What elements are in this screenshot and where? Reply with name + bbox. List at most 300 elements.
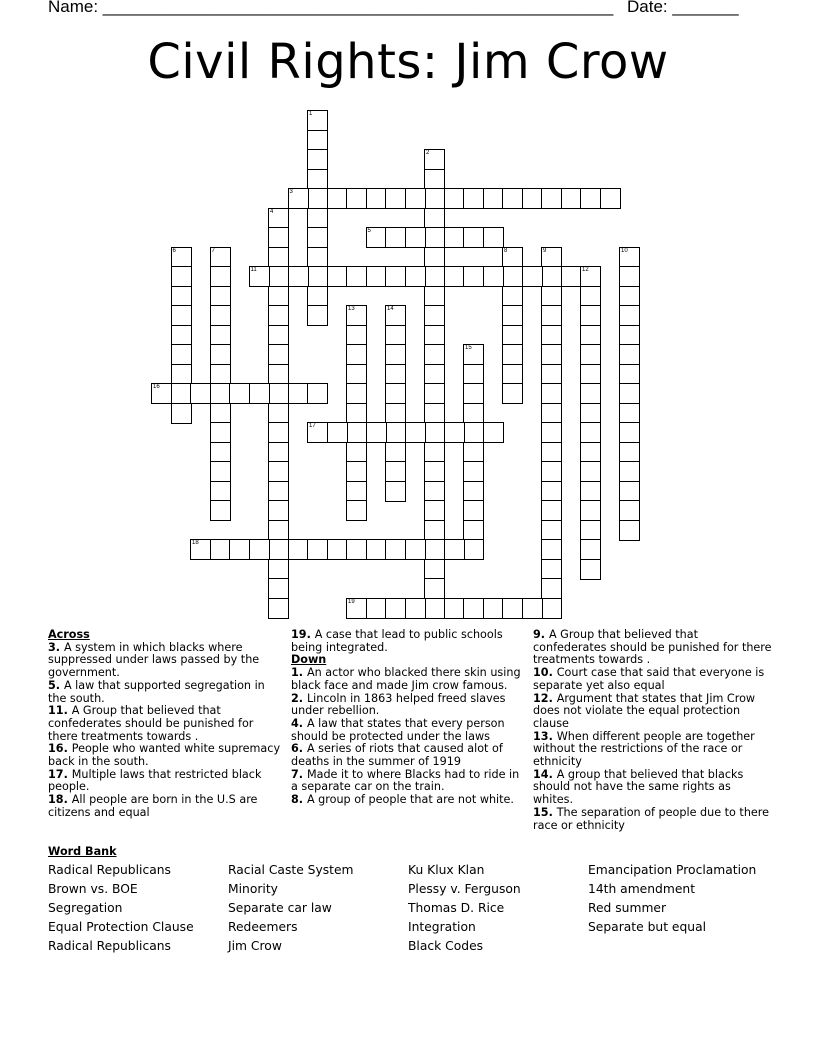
crossword-cell bbox=[171, 266, 192, 287]
crossword-cell bbox=[502, 598, 523, 619]
name-field: Name: ______________________________________________________ bbox=[48, 0, 614, 16]
crossword-cell bbox=[463, 598, 484, 619]
crossword-cell bbox=[307, 383, 328, 404]
clue-text: All people are born in the U.S are citizens and equal bbox=[48, 793, 258, 819]
crossword-cell bbox=[522, 598, 543, 619]
crossword-cell bbox=[444, 539, 465, 560]
crossword-cell bbox=[541, 559, 562, 580]
clue-text: A law that states that every person should be protected under the laws bbox=[291, 716, 505, 743]
crossword-cell bbox=[463, 403, 484, 424]
clue-text: People who wanted white supremacy back in the south. bbox=[48, 742, 281, 769]
crossword-cell bbox=[385, 266, 406, 287]
crossword-cell bbox=[327, 266, 348, 287]
crossword-cell bbox=[483, 188, 504, 209]
clue-number: 13. bbox=[533, 729, 557, 743]
crossword-cell bbox=[463, 539, 484, 560]
clue-number: 16. bbox=[48, 742, 72, 756]
crossword-cell bbox=[171, 305, 192, 326]
crossword-cell bbox=[619, 266, 640, 287]
clue-number: 6 bbox=[172, 247, 176, 254]
word-bank-item: Integration bbox=[408, 920, 476, 934]
clue-item bbox=[291, 667, 527, 692]
crossword-cell bbox=[307, 130, 328, 151]
crossword-cell bbox=[346, 305, 367, 326]
crossword-cell bbox=[268, 578, 289, 599]
crossword-cell bbox=[424, 481, 445, 502]
crossword-cell bbox=[424, 149, 445, 170]
crossword-cell bbox=[307, 110, 328, 131]
crossword-cell bbox=[268, 227, 289, 248]
crossword-cell bbox=[307, 247, 328, 268]
clue-number: 11. bbox=[48, 704, 72, 718]
crossword-cell bbox=[307, 227, 328, 248]
word-bank-item: Thomas D. Rice bbox=[408, 901, 505, 915]
clue-text: The separation of people due to there race or ethnicity bbox=[533, 805, 770, 832]
crossword-cell bbox=[424, 305, 445, 326]
crossword-cell bbox=[541, 422, 562, 443]
crossword-cell bbox=[619, 247, 640, 268]
crossword-cell bbox=[502, 266, 523, 287]
clue-number: 7. bbox=[291, 767, 307, 781]
crossword-cell bbox=[580, 305, 601, 326]
crossword-cell bbox=[541, 344, 562, 365]
clue-number: 10. bbox=[533, 666, 557, 680]
word-bank-item: Redeemers bbox=[228, 920, 298, 934]
crossword-cell bbox=[385, 383, 406, 404]
crossword-cell bbox=[171, 403, 192, 424]
clue-number: 18 bbox=[192, 540, 199, 546]
crossword-cell bbox=[444, 227, 465, 248]
crossword-cell bbox=[619, 481, 640, 502]
crossword-cell bbox=[385, 461, 406, 482]
crossword-cell bbox=[619, 305, 640, 326]
word-bank-column bbox=[228, 861, 354, 956]
crossword-cell bbox=[268, 266, 289, 287]
crossword-cell bbox=[210, 364, 231, 385]
crossword-cell bbox=[190, 539, 211, 560]
clue-number: 12 bbox=[582, 267, 589, 273]
crossword-cell bbox=[463, 500, 484, 521]
crossword-cell bbox=[210, 481, 231, 502]
crossword-cell bbox=[463, 266, 484, 287]
clue-text: When different people are together without the restrictions of the race or ethnicity bbox=[533, 729, 755, 769]
crossword-cell bbox=[424, 325, 445, 346]
clue-number: 7 bbox=[211, 247, 215, 254]
crossword-cell bbox=[171, 325, 192, 346]
crossword-cell bbox=[151, 383, 172, 404]
crossword-cell bbox=[463, 442, 484, 463]
clue-number: 16 bbox=[153, 384, 160, 390]
crossword-cell bbox=[288, 383, 309, 404]
across-heading: Across bbox=[48, 628, 90, 641]
crossword-cell bbox=[385, 325, 406, 346]
clue-number: 2. bbox=[291, 691, 307, 705]
crossword-cell bbox=[171, 364, 192, 385]
crossword-cell bbox=[424, 422, 445, 443]
crossword-cell bbox=[424, 578, 445, 599]
crossword-cell bbox=[502, 247, 523, 268]
crossword-cell bbox=[268, 305, 289, 326]
crossword-cell bbox=[424, 227, 445, 248]
crossword-cell bbox=[385, 364, 406, 385]
crossword-cell bbox=[580, 481, 601, 502]
clue-item bbox=[533, 807, 773, 832]
clue-item bbox=[291, 769, 527, 794]
crossword-cell bbox=[327, 539, 348, 560]
clue-number: 1. bbox=[291, 666, 307, 680]
crossword-cell bbox=[502, 286, 523, 307]
clue-number: 8. bbox=[291, 793, 307, 807]
clue-text: Argument that states that Jim Crow does not violate the equal protection clause bbox=[533, 691, 756, 730]
crossword-cell bbox=[463, 461, 484, 482]
crossword-cell bbox=[268, 247, 289, 268]
clue-number: 19 bbox=[348, 598, 355, 605]
word-bank-item: Emancipation Proclamation bbox=[588, 863, 757, 877]
clue-item bbox=[533, 667, 773, 692]
crossword-cell bbox=[541, 520, 562, 541]
crossword-cell bbox=[385, 344, 406, 365]
crossword-cell bbox=[268, 461, 289, 482]
crossword-cell bbox=[405, 266, 426, 287]
crossword-cell bbox=[346, 266, 367, 287]
crossword-cell bbox=[580, 403, 601, 424]
clue-text: Court case that said that everyone is separate yet also equal bbox=[533, 666, 765, 692]
clue-number: 15 bbox=[465, 345, 472, 351]
crossword-cell bbox=[541, 266, 562, 287]
word-bank-item: Radical Republicans bbox=[48, 939, 171, 953]
crossword-cell bbox=[405, 539, 426, 560]
crossword-cell bbox=[541, 286, 562, 307]
crossword-cell bbox=[268, 325, 289, 346]
word-bank-column bbox=[588, 861, 756, 937]
crossword-cell bbox=[463, 520, 484, 541]
clue-number: 8 bbox=[504, 247, 508, 254]
crossword-cell bbox=[405, 227, 426, 248]
crossword-cell bbox=[502, 188, 523, 209]
crossword-cell bbox=[210, 325, 231, 346]
clue-item bbox=[291, 794, 527, 807]
crossword-cell bbox=[288, 539, 309, 560]
crossword-cell bbox=[619, 500, 640, 521]
crossword-cell bbox=[541, 247, 562, 268]
crossword-cell bbox=[619, 403, 640, 424]
crossword-cell bbox=[483, 598, 504, 619]
clue-item bbox=[48, 680, 284, 705]
crossword-cell bbox=[268, 598, 289, 619]
clue-number: 2 bbox=[426, 150, 430, 156]
crossword-cell bbox=[541, 598, 562, 619]
crossword-cell bbox=[619, 364, 640, 385]
crossword-cell bbox=[541, 305, 562, 326]
crossword-cell bbox=[424, 500, 445, 521]
crossword-cell bbox=[619, 344, 640, 365]
crossword-cell bbox=[346, 598, 367, 619]
crossword-cell bbox=[249, 383, 270, 404]
crossword-cell bbox=[171, 344, 192, 365]
crossword-cell bbox=[600, 188, 621, 209]
crossword-cell bbox=[346, 422, 367, 443]
clue-number: 11 bbox=[250, 267, 257, 273]
crossword-cell bbox=[424, 344, 445, 365]
crossword-cell bbox=[385, 481, 406, 502]
crossword-cell bbox=[483, 227, 504, 248]
crossword-cell bbox=[268, 481, 289, 502]
crossword-cell bbox=[424, 461, 445, 482]
word-bank-item: Plessy v. Ferguson bbox=[408, 882, 521, 896]
crossword-cell bbox=[229, 539, 250, 560]
crossword-cell bbox=[346, 364, 367, 385]
crossword-cell bbox=[210, 500, 231, 521]
clue-item bbox=[291, 693, 527, 718]
crossword-cell bbox=[502, 325, 523, 346]
clue-number: 19. bbox=[291, 628, 315, 641]
crossword-cell bbox=[619, 383, 640, 404]
crossword-cell bbox=[541, 442, 562, 463]
crossword-cell bbox=[463, 188, 484, 209]
crossword-cell bbox=[424, 520, 445, 541]
crossword-cell bbox=[522, 266, 543, 287]
crossword-cell bbox=[210, 305, 231, 326]
clues-column-2 bbox=[291, 629, 527, 807]
crossword-cell bbox=[502, 364, 523, 385]
clues-column-1 bbox=[48, 629, 284, 820]
clue-item bbox=[533, 731, 773, 769]
crossword-cell bbox=[619, 422, 640, 443]
clue-number: 3 bbox=[289, 189, 293, 195]
crossword-cell bbox=[385, 422, 406, 443]
crossword-cell bbox=[619, 461, 640, 482]
clue-number: 4 bbox=[270, 208, 274, 215]
crossword-cell bbox=[346, 325, 367, 346]
clue-number: 14. bbox=[533, 767, 557, 781]
clue-number: 12. bbox=[533, 691, 557, 705]
crossword-cell bbox=[307, 266, 328, 287]
crossword-cell bbox=[541, 481, 562, 502]
crossword-cell bbox=[580, 325, 601, 346]
crossword-cell bbox=[580, 286, 601, 307]
crossword-cell bbox=[502, 383, 523, 404]
word-bank-item: Separate car law bbox=[228, 901, 332, 915]
crossword-cell bbox=[307, 286, 328, 307]
word-bank-item: Minority bbox=[228, 882, 278, 896]
clue-number: 14 bbox=[387, 306, 394, 312]
word-bank-item: Jim Crow bbox=[228, 939, 282, 953]
crossword-cell bbox=[229, 383, 250, 404]
crossword-cell bbox=[346, 461, 367, 482]
clue-number: 5. bbox=[48, 678, 64, 692]
crossword-cell bbox=[210, 539, 231, 560]
crossword-cell bbox=[541, 403, 562, 424]
clue-text: Lincoln in 1863 helped freed slaves under rebellion. bbox=[291, 691, 506, 718]
crossword-cell bbox=[424, 442, 445, 463]
crossword-cell bbox=[580, 539, 601, 560]
crossword-cell bbox=[424, 559, 445, 580]
crossword-cell bbox=[541, 500, 562, 521]
word-bank-column bbox=[48, 861, 194, 956]
crossword-cell bbox=[541, 539, 562, 560]
crossword-cell bbox=[346, 383, 367, 404]
crossword-cell bbox=[424, 169, 445, 190]
crossword-cell bbox=[541, 325, 562, 346]
crossword-cell bbox=[268, 422, 289, 443]
crossword-cell bbox=[619, 286, 640, 307]
clue-text: An actor who blacked there skin using black face and made Jim crow famous. bbox=[291, 666, 521, 692]
crossword-cell bbox=[346, 188, 367, 209]
crossword-cell bbox=[463, 422, 484, 443]
clue-text: A Group that believed that confederates should be punished for there treatments towards . bbox=[533, 628, 772, 667]
crossword-cell bbox=[580, 344, 601, 365]
crossword-cell bbox=[307, 305, 328, 326]
clues-column-3 bbox=[533, 629, 773, 832]
crossword-cell bbox=[580, 266, 601, 287]
crossword-cell bbox=[171, 383, 192, 404]
crossword-cell bbox=[249, 266, 270, 287]
crossword-cell bbox=[541, 364, 562, 385]
crossword-cell bbox=[346, 442, 367, 463]
crossword-cell bbox=[385, 403, 406, 424]
crossword-cell bbox=[463, 344, 484, 365]
clue-item bbox=[48, 642, 284, 680]
clue-item bbox=[48, 705, 284, 743]
clue-number: 15. bbox=[533, 805, 557, 819]
crossword-cell bbox=[580, 422, 601, 443]
word-bank-item: Segregation bbox=[48, 901, 123, 915]
crossword-cell bbox=[268, 383, 289, 404]
crossword-cell bbox=[424, 286, 445, 307]
crossword-cell bbox=[288, 266, 309, 287]
clue-number: 18. bbox=[48, 793, 72, 807]
crossword-cell bbox=[444, 188, 465, 209]
crossword-cell bbox=[210, 286, 231, 307]
crossword-cell bbox=[424, 208, 445, 229]
clue-item bbox=[291, 718, 527, 743]
crossword-cell bbox=[346, 481, 367, 502]
crossword-cell bbox=[366, 539, 387, 560]
crossword-cell bbox=[346, 500, 367, 521]
word-bank-column bbox=[408, 861, 521, 956]
crossword-cell bbox=[171, 286, 192, 307]
clue-text: A group that believed that blacks should not have the same rights as whites. bbox=[533, 767, 744, 807]
clue-item bbox=[48, 743, 284, 768]
clue-text: A series of riots that caused alot of deaths in the summer of 1919 bbox=[291, 742, 503, 769]
crossword-cell bbox=[385, 188, 406, 209]
crossword-cell bbox=[268, 539, 289, 560]
date-field: Date: _______ bbox=[627, 0, 739, 16]
crossword-cell bbox=[541, 188, 562, 209]
crossword-cell bbox=[268, 344, 289, 365]
crossword-cell bbox=[619, 325, 640, 346]
crossword-cell bbox=[424, 383, 445, 404]
clue-number: 9. bbox=[533, 628, 549, 641]
word-bank-item: Ku Klux Klan bbox=[408, 863, 485, 877]
crossword-cell bbox=[249, 539, 270, 560]
crossword-cell bbox=[580, 500, 601, 521]
clue-number: 4. bbox=[291, 716, 307, 730]
crossword-cell bbox=[580, 520, 601, 541]
crossword-cell bbox=[268, 364, 289, 385]
crossword-cell bbox=[268, 559, 289, 580]
clue-text: A system in which blacks where suppressed under laws passed by the government. bbox=[48, 640, 260, 680]
clue-item bbox=[48, 794, 284, 819]
crossword-cell bbox=[424, 403, 445, 424]
crossword-cell bbox=[307, 149, 328, 170]
crossword-cell bbox=[424, 364, 445, 385]
crossword-cell bbox=[522, 188, 543, 209]
word-bank-item: Red summer bbox=[588, 901, 667, 915]
crossword-cell bbox=[366, 188, 387, 209]
crossword-cell bbox=[327, 188, 348, 209]
crossword-cell bbox=[444, 422, 465, 443]
clue-text: A group of people that are not white. bbox=[306, 793, 514, 807]
crossword-cell bbox=[385, 598, 406, 619]
crossword-cell bbox=[307, 539, 328, 560]
word-bank-item: Racial Caste System bbox=[228, 863, 354, 877]
clue-item bbox=[48, 769, 284, 794]
clue-number: 6. bbox=[291, 742, 307, 756]
clue-item bbox=[291, 743, 527, 768]
clue-text: A law that supported segregation in the south. bbox=[48, 678, 265, 705]
crossword-cell bbox=[463, 383, 484, 404]
crossword-cell bbox=[385, 539, 406, 560]
crossword-cell bbox=[463, 227, 484, 248]
crossword-cell bbox=[307, 188, 328, 209]
clue-item bbox=[533, 769, 773, 807]
crossword-cell bbox=[580, 442, 601, 463]
clue-text: Made it to where Blacks had to ride in a separate car on the train. bbox=[291, 767, 520, 794]
clue-text: A case that lead to public schools being integrated. bbox=[291, 628, 503, 654]
crossword-cell bbox=[444, 598, 465, 619]
clue-number: 13 bbox=[348, 306, 355, 312]
crossword-cell bbox=[424, 598, 445, 619]
word-bank-item: Brown vs. BOE bbox=[48, 882, 138, 896]
crossword-cell bbox=[424, 266, 445, 287]
crossword-cell bbox=[619, 520, 640, 541]
clue-number: 5 bbox=[367, 228, 371, 234]
crossword-cell bbox=[366, 227, 387, 248]
crossword-cell bbox=[210, 422, 231, 443]
clue-text: A Group that believed that confederates should be punished for there treatments towards . bbox=[48, 704, 254, 743]
crossword-cell bbox=[424, 539, 445, 560]
crossword-cell bbox=[366, 422, 387, 443]
crossword-cell bbox=[307, 169, 328, 190]
crossword-cell bbox=[502, 305, 523, 326]
word-bank-item: Radical Republicans bbox=[48, 863, 171, 877]
clue-item bbox=[291, 629, 527, 654]
clue-item bbox=[533, 693, 773, 731]
crossword-cell bbox=[210, 247, 231, 268]
word-bank-item: Black Codes bbox=[408, 939, 484, 953]
crossword-cell bbox=[483, 422, 504, 443]
crossword-cell bbox=[580, 383, 601, 404]
clue-number: 10 bbox=[621, 247, 628, 254]
crossword-cell bbox=[405, 188, 426, 209]
clue-number: 3. bbox=[48, 640, 64, 654]
crossword-cell bbox=[327, 422, 348, 443]
crossword-cell bbox=[561, 188, 582, 209]
crossword-cell bbox=[541, 461, 562, 482]
crossword-cell bbox=[190, 383, 211, 404]
crossword-cell bbox=[346, 539, 367, 560]
crossword-cell bbox=[268, 500, 289, 521]
clue-number: 17. bbox=[48, 767, 72, 781]
crossword-cell bbox=[424, 188, 445, 209]
crossword-cell bbox=[268, 286, 289, 307]
crossword-cell bbox=[463, 364, 484, 385]
crossword-cell bbox=[541, 383, 562, 404]
crossword-cell bbox=[210, 344, 231, 365]
crossword-cell bbox=[385, 442, 406, 463]
crossword-cell bbox=[210, 266, 231, 287]
